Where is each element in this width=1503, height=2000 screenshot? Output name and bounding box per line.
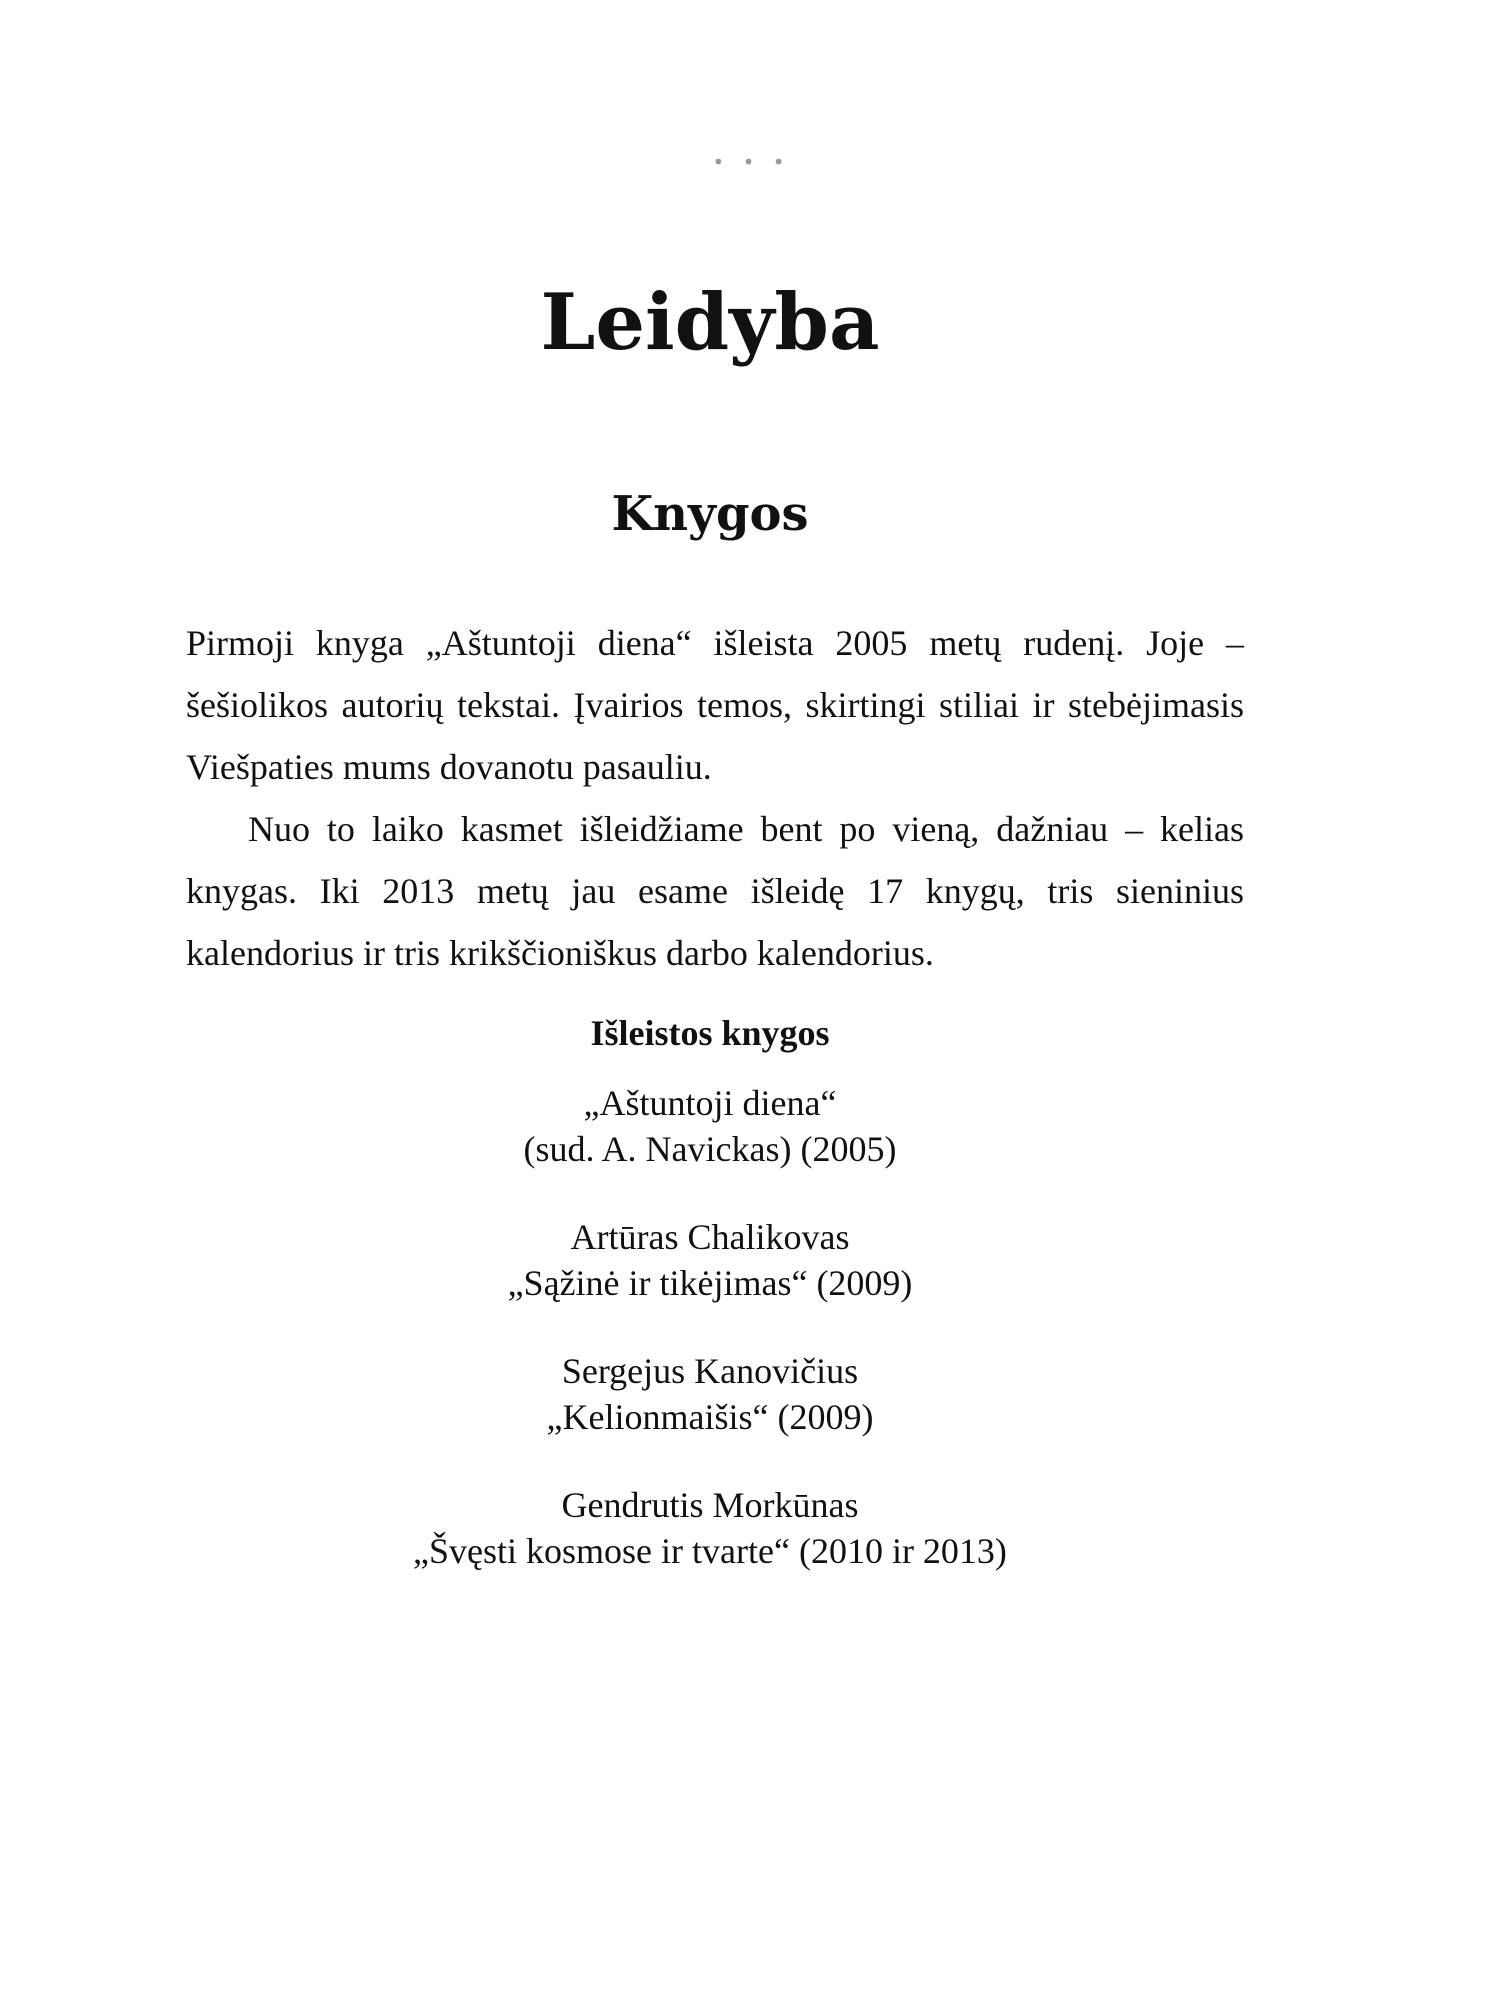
book-item [0, 1214, 1420, 1306]
book-item [0, 1482, 1420, 1574]
body-text [186, 612, 1244, 984]
book-list [0, 1080, 1420, 1616]
book-line-1: „Aštuntoji diena“ [583, 1083, 837, 1123]
book-author: Sergejus Kanovičius [561, 1351, 859, 1391]
book-author: Gendrutis Morkūnas [561, 1485, 859, 1525]
book-item [0, 1348, 1420, 1440]
section-title: Knygos [611, 486, 809, 542]
paragraph-2: Nuo to laiko kasmet išleidžiame bent po vieną, dažniau – kelias knygas. Iki 2013 metų jau esame išleidę 17 knygų, tris sieninius kalendorius ir tris krikščioniškus darbo kalendorius. [186, 809, 1244, 973]
book-item [0, 1080, 1420, 1172]
book-author: Artūras Chalikovas [570, 1217, 850, 1257]
book-title-year: „Švęsti kosmose ir tvarte“ (2010 ir 2013) [413, 1531, 1007, 1571]
book-title-year: „Sąžinė ir tikėjimas“ (2009) [507, 1263, 913, 1303]
book-title-year: „Kelionmaišis“ (2009) [546, 1397, 874, 1437]
paragraph-1: Pirmoji knyga „Aštuntoji diena“ išleista 2005 metų rudenį. Joje – šešiolikos autorių tekstai. Įvairios temos, skirtingi stiliai ir stebėjimasis Viešpaties mums dovanotu pasauliu. [186, 623, 1244, 787]
book-list-heading: Išleistos knygos [590, 1013, 830, 1053]
book-line-2: (sud. A. Navickas) (2005) [523, 1129, 897, 1169]
ornament-dots: • • • [712, 150, 791, 174]
page-title: Leidyba [540, 277, 880, 368]
